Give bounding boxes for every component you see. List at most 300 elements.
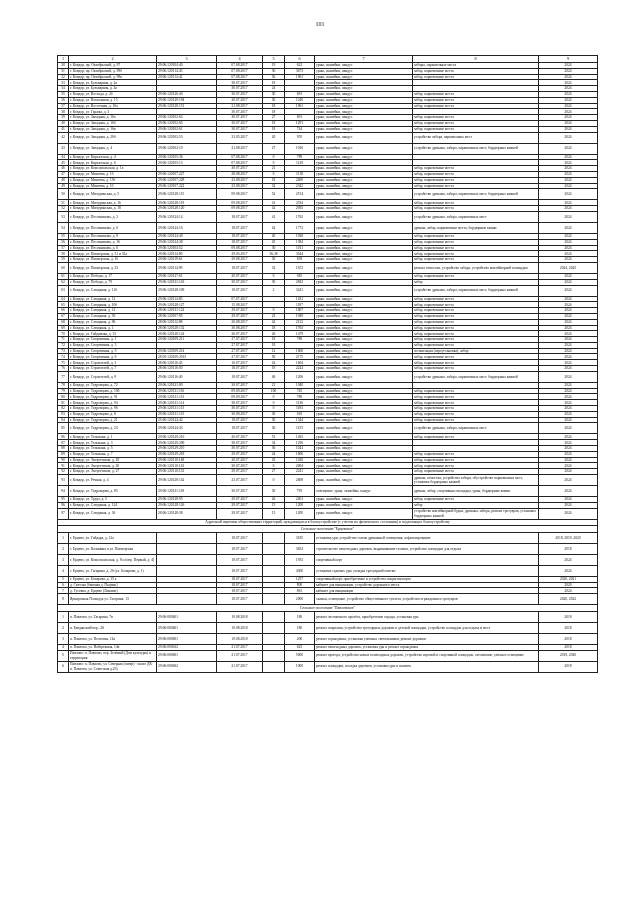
table-cell: 2024 <box>539 206 598 212</box>
table-cell: забор, парковочные места <box>413 400 539 406</box>
table-cell: 92 <box>58 469 69 475</box>
table-cell: 10.08.2018 <box>217 611 263 622</box>
table-cell: 25:06:120124:42 <box>157 417 217 423</box>
table-cell: 7 <box>315 56 413 63</box>
table-cell: 86 <box>58 434 69 440</box>
table-cell: 29:06:120129:210 <box>157 446 217 452</box>
table-cell: 20 <box>263 132 285 143</box>
table-cell: 2024 <box>539 143 598 154</box>
section-heading-row <box>58 605 598 612</box>
table-cell: 80 <box>58 394 69 400</box>
table-cell: 91 <box>58 463 69 469</box>
table-cell: 4 <box>58 644 69 650</box>
table-cell: г. Ковдор, ул. Западная, д. 20б <box>69 132 157 143</box>
table-cell: забор, парковочные места <box>413 469 539 475</box>
table-cell: урны, скамейки, пандус <box>315 337 413 343</box>
table-cell: г. Ковдор, ул. Спортивная, д. 3 <box>69 342 157 348</box>
table-cell: 87 <box>58 440 69 446</box>
table-cell: 1240 <box>285 97 315 103</box>
table-cell: 29:06:120124:38 <box>157 239 217 245</box>
table-row <box>58 486 598 497</box>
table-cell: 2018 <box>539 611 598 622</box>
table-cell: 1149 <box>285 160 315 166</box>
table-cell: 5 <box>58 650 69 661</box>
table-cell: г. Ковдор, ул. Бульварная, д. 4а <box>69 86 157 92</box>
table-cell: 44 <box>263 451 285 457</box>
table-cell: 29:06:120109:211 <box>157 337 217 343</box>
table-cell: 0 <box>263 308 285 314</box>
table-cell: г. Ерцево, ул. Калинина и ул. Пионерская <box>69 543 157 554</box>
table-cell: 28:05:120109:2015 <box>157 354 217 360</box>
table-cell: урны, скамейки, пандус <box>315 171 413 177</box>
table-cell: 622 <box>285 63 315 69</box>
table-cell: 29:06:120114:99 <box>157 262 217 273</box>
table-cell: урны, скамейки, пандус <box>315 475 413 486</box>
table-cell: 2024 <box>539 366 598 372</box>
table-cell: 1420 <box>285 457 315 463</box>
table-cell: 2024 <box>539 74 598 80</box>
table-cell: 2018, 2019, 2020 <box>539 532 598 543</box>
table-cell: спортивный корт <box>315 554 539 565</box>
table-cell: 745 <box>285 388 315 394</box>
table-cell: г. Ковдор, ул. Спортивная, д. 6 <box>69 354 157 360</box>
table-cell: 2024 <box>539 406 598 412</box>
table-cell: 56 <box>58 239 69 245</box>
table-cell: 30 <box>263 91 285 97</box>
table-cell: г. Ковдор, ул. Песочникова, д. 8 <box>69 233 157 239</box>
table-cell: 2024 <box>539 296 598 302</box>
table-cell: 18.07.2017 <box>217 565 263 576</box>
table-cell: урны, скамейки, пандус <box>315 406 413 412</box>
table-cell: урны, скамейки, пандус <box>315 325 413 331</box>
table-cell: 15 <box>263 508 285 519</box>
table-cell: ремонт отмостки, устройство забора, устройство контейнерной площадки <box>413 262 539 273</box>
table-cell: забор, парковочные места <box>413 302 539 308</box>
table-cell: 610 <box>285 411 315 417</box>
table-row <box>58 611 598 622</box>
table-cell: 29:06:120107:222 <box>157 183 217 189</box>
table-cell: 42 <box>58 132 69 143</box>
table-cell: урны, скамейки, пандус <box>315 279 413 285</box>
table-cell <box>263 543 285 554</box>
table-cell: 2024 <box>539 109 598 115</box>
table-cell: урны, скамейки, пандус <box>315 126 413 132</box>
table-cell: 23.07.2017 <box>217 475 263 486</box>
table-cell: урны, скамейки, пандус <box>315 86 413 92</box>
table-cell: 800 <box>285 582 315 588</box>
table-cell: г. Ковдор, ул. Западная, д. 16в <box>69 126 157 132</box>
table-cell: урны, скамейки, пандус <box>315 251 413 257</box>
table-cell: 07.08.2017 <box>217 63 263 69</box>
table-cell: урны, скамейки, пандус <box>315 206 413 212</box>
table-cell: 30.07.2017 <box>217 463 263 469</box>
table-cell: 2024 <box>539 120 598 126</box>
table-cell: 30.07.2017 <box>217 400 263 406</box>
table-cell: забор, парковочные места <box>413 394 539 400</box>
table-cell: 1136 <box>285 400 315 406</box>
table-cell: урны, скамейки, пандус <box>315 502 413 508</box>
table-cell: 07.08.2017 <box>217 68 263 74</box>
table-cell: урны, скамейки, пандус <box>315 222 413 233</box>
table-cell: устройство дренажа, забора, парковочных мест <box>413 211 539 222</box>
table-cell: 72 <box>58 342 69 348</box>
table-cell: урны, скамейки, пандус <box>315 166 413 172</box>
table-cell: 28:06:120112:88 <box>157 319 217 325</box>
table-cell: забор, парковочные места <box>413 177 539 183</box>
table-cell: г. Ковдор, ул. Тедровцова, д. 8 <box>69 411 157 417</box>
table-cell: г. Ерцево, ул. Бочарова, д. 15 а <box>69 576 157 582</box>
table-cell: 43 <box>263 457 285 463</box>
table-cell: 27.07.2017 <box>217 342 263 348</box>
table-cell: 29.08.2017 <box>217 257 263 263</box>
table-cell: 1672 <box>285 262 315 273</box>
table-cell: 1 <box>58 56 69 63</box>
table-cell: 07.08.2017 <box>217 154 263 160</box>
table-cell: забор, парковочные места <box>413 366 539 372</box>
table-cell: 18.07.2017 <box>217 588 263 594</box>
table-cell <box>157 594 217 605</box>
table-cell: 3673 <box>285 68 315 74</box>
table-cell: урны, скамейки, пандус <box>315 154 413 160</box>
table-cell: урны, скамейки, пандус <box>315 74 413 80</box>
table-cell: забор, парковочные места <box>413 457 539 463</box>
table-cell: 1200 <box>285 508 315 519</box>
table-cell: 30.08.2017 <box>217 325 263 331</box>
table-cell: 29:06:120127:61 <box>157 273 217 279</box>
table-cell: 2024 <box>539 211 598 222</box>
table-cell: 29:06:120102:10 <box>157 143 217 154</box>
table-cell: забор, парковочные места <box>413 239 539 245</box>
table-cell: 30.07.2017 <box>217 166 263 172</box>
table-cell: 39 <box>58 115 69 121</box>
table-cell: забор, парковочные места <box>413 342 539 348</box>
table-cell: 29:06:120114:43 <box>157 68 217 74</box>
table-cell: 29:06:120104:40 <box>157 63 217 69</box>
table-cell: 1183 <box>285 406 315 412</box>
table-cell: г. Ковдор, ул. Речная, д. 4 <box>69 475 157 486</box>
table-cell: 23 <box>263 313 285 319</box>
table-cell: 28:06:120131:122 <box>157 308 217 314</box>
table-cell: 54 <box>58 222 69 233</box>
table-cell: урны, скамейки, пандус <box>315 103 413 109</box>
table-cell: 29:06:120110:133 <box>157 469 217 475</box>
table-cell: г. Ковдор, ул. Вокзальная, д. 15 <box>69 97 157 103</box>
table-row <box>58 189 598 200</box>
table-cell: г. Ковдор, ул. Мичуринская, д. 16 <box>69 200 157 206</box>
table-cell: г. Ковдор, ул. Пионерская, д. 33 <box>69 262 157 273</box>
table-cell: 2 <box>58 622 69 633</box>
table-row <box>58 633 598 644</box>
table-cell: 2024 <box>539 342 598 348</box>
table-cell: урны, скамейки, пандус <box>315 80 413 86</box>
table-cell: 41 <box>263 211 285 222</box>
table-cell: 30.07.2017 <box>217 486 263 497</box>
table-cell: забор, парковочные места <box>413 434 539 440</box>
table-cell: забор <box>413 279 539 285</box>
table-cell: забор, парковочные места <box>413 451 539 457</box>
table-cell: г. Ковдор, ул. Тельмана, д. 7 <box>69 451 157 457</box>
table-cell: 29:06:000601 <box>157 650 217 661</box>
table-cell: г. Ковдор, ул. Песочникова, д. 6 <box>69 245 157 251</box>
table-cell: 29:06:120107:227 <box>157 171 217 177</box>
table-cell: г. Ковдор, ул. Слюдяная, д. 11б <box>69 285 157 296</box>
table-cell: 18.07.2017 <box>217 594 263 605</box>
table-cell: 2024 <box>539 588 598 594</box>
table-cell: 18 <box>263 120 285 126</box>
table-cell: г. Ковдор, пр. Октябрьский, д. 97 <box>69 63 157 69</box>
table-cell: 29:06:120102:65 <box>157 120 217 126</box>
table-row <box>58 132 598 143</box>
table-cell: устройство забора, парковочных мест <box>413 132 539 143</box>
table-cell: 30.07.2017 <box>217 86 263 92</box>
table-cell: 44 <box>58 154 69 160</box>
table-cell: 41 <box>263 200 285 206</box>
table-cell: 780 <box>285 394 315 400</box>
table-cell: дренаж, забор, парковочные места, бордюрные камни <box>413 222 539 233</box>
table-cell: 8 <box>413 56 539 63</box>
table-cell: 29:06:000401 <box>157 611 217 622</box>
table-cell: забор <box>413 502 539 508</box>
table-header-row <box>58 56 598 63</box>
table-cell: 31 <box>58 68 69 74</box>
table-cell: 09.09.2017 <box>217 394 263 400</box>
table-cell: 23.08.2017 <box>217 177 263 183</box>
table-cell: 29:06:120124:40 <box>157 233 217 239</box>
table-cell: г. Ковдор, ул. Пионерская, д. 31 и 31а <box>69 251 157 257</box>
table-row <box>58 475 598 486</box>
table-cell: 32 <box>58 74 69 80</box>
table-cell: 3185 <box>285 532 315 543</box>
table-row <box>58 222 598 233</box>
table-cell: 100 <box>263 388 285 394</box>
table-cell: 29:06:120131:113 <box>157 394 217 400</box>
table-row <box>58 565 598 576</box>
table-cell: 1206 <box>285 371 315 382</box>
table-cell: 2020, 2022 <box>539 594 598 605</box>
table-cell: 2241 <box>285 469 315 475</box>
table-cell: 2024 <box>539 371 598 382</box>
table-cell: 3 <box>58 633 69 644</box>
table-cell: 180 <box>285 611 315 622</box>
table-cell: дренаж, забор, спортивная площадка, урны, бордюрные камни <box>413 486 539 497</box>
table-cell: 88 <box>58 446 69 452</box>
table-cell: 2024 <box>539 222 598 233</box>
table-cell: 2024 <box>539 446 598 452</box>
table-cell: урны, скамейки, пандус <box>315 423 413 434</box>
table-cell: г. Ковдор, ул. Тельмана, д. 1 <box>69 434 157 440</box>
table-cell: урны, скамейки, пандус <box>315 308 413 314</box>
table-cell: 1118 <box>285 171 315 177</box>
table-cell: 70 <box>58 331 69 337</box>
table-cell: 0 <box>263 160 285 166</box>
table-cell: 2401 <box>285 497 315 503</box>
table-cell: 18.07.2017 <box>217 371 263 382</box>
table-cell: 29:06:120110:148 <box>157 457 217 463</box>
table-cell: 2024 <box>539 388 598 394</box>
table-cell: 2122 <box>285 319 315 325</box>
table-cell: 1606 <box>285 451 315 457</box>
table-cell: Павлово: п. Павлово, пер. Зелёный (Дом культуры) и территория <box>69 650 157 661</box>
table-cell: 30.07.2017 <box>217 109 263 115</box>
table-cell: забор, парковочные места <box>413 251 539 257</box>
table-cell: 21.07.2017 <box>217 650 263 661</box>
table-cell: 2024 <box>539 440 598 446</box>
table-cell: 10.08.2018 <box>217 633 263 644</box>
table-cell: 2024 <box>539 394 598 400</box>
table-cell: 29:06:120110:143 <box>157 463 217 469</box>
table-cell: г. Ковдор, ул. Слюдяная, д. 1 <box>69 325 157 331</box>
table-cell: 61 <box>58 273 69 279</box>
table-cell: 1807 <box>285 308 315 314</box>
table-cell: 29:06:120109:214 <box>157 348 217 354</box>
table-cell: г. Ковдор, ул. Слюдяная, д. 10б <box>69 302 157 308</box>
table-cell: заборы, парковочные места <box>413 63 539 69</box>
table-cell: 2018 <box>539 661 598 672</box>
table-cell: 1933 <box>285 554 315 565</box>
table-cell: 07.07.2017 <box>217 296 263 302</box>
table-cell: 0 <box>263 463 285 469</box>
table-cell: г. Ковдор, ул. Слюдяная, д. 3б <box>69 508 157 519</box>
table-cell: 2024 <box>539 63 598 69</box>
table-cell: 639 <box>285 257 315 263</box>
table-cell: 2024 <box>539 508 598 519</box>
territory-improvement-table <box>57 55 598 673</box>
table-cell: 48 <box>58 177 69 183</box>
table-cell: 29:06:120131:118 <box>157 486 217 497</box>
table-cell: 2400 <box>285 177 315 183</box>
table-cell: 29:06:120128:127 <box>157 302 217 308</box>
table-row <box>58 211 598 222</box>
table-cell: 2694 <box>285 463 315 469</box>
table-cell: урны, скамейки, пандус <box>315 115 413 121</box>
table-cell: 50 <box>263 354 285 360</box>
table-cell: 2024 <box>539 200 598 206</box>
table-cell: забор, парковочные места <box>413 497 539 503</box>
table-cell: 29:06:120129:194 <box>157 97 217 103</box>
section-heading-row <box>58 526 598 533</box>
table-cell: 1040 <box>285 382 315 388</box>
table-cell: 4300 <box>285 565 315 576</box>
table-cell: урны, скамейки, пандус <box>315 120 413 126</box>
table-cell: 26.07.2017 <box>217 434 263 440</box>
table-cell: 35 <box>58 91 69 97</box>
table-cell: устройство дренажа, забора, парковочных мест, бордюрных камней <box>413 371 539 382</box>
table-cell: 2019, 2020 <box>539 650 598 661</box>
table-cell: урны, скамейки, пандус <box>315 354 413 360</box>
table-cell: 2024 <box>539 313 598 319</box>
table-cell: 60 <box>58 262 69 273</box>
table-cell: 36 <box>263 446 285 452</box>
table-cell: урны, скамейки, пандус <box>315 160 413 166</box>
table-cell: 0 <box>263 475 285 486</box>
table-cell: 32 <box>263 262 285 273</box>
table-cell: забор, парковочные места <box>413 406 539 412</box>
table-cell: 1384 <box>285 239 315 245</box>
table-cell: Сельское поселение "Ерцевское" <box>58 526 598 533</box>
table-cell: 30.07.2017 <box>217 382 263 388</box>
table-cell: 29:06:120102:61 <box>157 126 217 132</box>
table-cell: 53 <box>58 211 69 222</box>
table-cell: 18.07.2017 <box>217 262 263 273</box>
table-cell: урны, скамейки, пандус <box>315 382 413 388</box>
table-cell: 18.07.2017 <box>217 285 263 296</box>
table-row <box>58 371 598 382</box>
table-cell: 2024 <box>539 434 598 440</box>
table-cell: 29:06:120124:43 <box>157 423 217 434</box>
table-cell: г. Ерцево, ул. Гагарина, д. 26 (ул. Бочарова, д. 1) <box>69 565 157 576</box>
table-cell: 2024 <box>539 239 598 245</box>
table-cell <box>157 554 217 565</box>
table-cell: г. Ковдор, ул. Западная, д. 16б <box>69 120 157 126</box>
table-cell: 29:06:120105:36 <box>157 154 217 160</box>
table-cell: установка садовых урн, укладка тротуарной плитки <box>315 565 539 576</box>
table-cell: г. Ковдор, ул. Минеева, д. 10 <box>69 183 157 189</box>
table-cell: 1024 <box>285 446 315 452</box>
table-cell: устройство контейнерной будки, дренажа, забора, ремонт тротуаров, установка бордюрных камней <box>413 508 539 519</box>
table-cell: 2024 <box>539 103 598 109</box>
table-cell: 1928 <box>285 233 315 239</box>
table-cell: 29.07.2017 <box>217 508 263 519</box>
table-cell: 2843 <box>285 279 315 285</box>
table-cell: урны, скамейки, пандус <box>315 257 413 263</box>
table-cell: дренаж, отмостка, устройство забора, обустройство парковочных мест, установка бордюрных камней <box>413 475 539 486</box>
table-cell: 94 <box>58 486 69 497</box>
table-cell: 18.07.2017 <box>217 554 263 565</box>
table-cell: 29:06:120131:116 <box>157 388 217 394</box>
table-cell: г. Ковдор, ул. Пионерская, д. 16 <box>69 257 157 263</box>
table-cell: 26.07.2017 <box>217 331 263 337</box>
table-cell: урны, скамейки, пандус <box>315 132 413 143</box>
table-cell: г. Ковдор, ул. Слюдяная, д. 93 <box>69 313 157 319</box>
table-cell: 55 <box>58 233 69 239</box>
table-cell: 691 <box>285 115 315 121</box>
table-cell: 64 <box>58 296 69 302</box>
table-cell: 3652 <box>285 543 315 554</box>
table-cell: Павлово: п. Павлово, ул. Северная (сквер) - около ДК п. Павлово, ул. Советская д.23) <box>69 661 157 672</box>
table-cell: 2024 <box>539 132 598 143</box>
table-row <box>58 554 598 565</box>
table-cell: 28:06:120116:43 <box>157 360 217 366</box>
table-cell: урны, скамейки, пандус <box>315 469 413 475</box>
table-cell: урны, скамейки, пандус <box>315 411 413 417</box>
table-cell: п. Павлово, ул. Набережная, 14в <box>69 644 157 650</box>
table-cell: 1604 <box>285 360 315 366</box>
table-cell: Сельское поселение "Павловское" <box>58 605 598 612</box>
table-cell: 2024 <box>539 331 598 337</box>
table-cell: г. Ковдор, ул. Слюдяная, д. 96 <box>69 319 157 325</box>
table-cell: ремонт проезда, устройство новых пешеходных дорожек, устройство игровой и спортивной площадок, озеленение, уличное освещение <box>315 650 539 661</box>
table-cell: 2024 <box>539 382 598 388</box>
table-row <box>58 508 598 519</box>
table-cell: 30.07.2017 <box>217 80 263 86</box>
table-cell: 1479 <box>285 331 315 337</box>
table-cell: г. Ковдор, ул. Западная, д. 16а <box>69 115 157 121</box>
table-cell: 42 <box>263 206 285 212</box>
table-cell: забор, парковочные места <box>413 91 539 97</box>
table-cell: г. Ковдор, ул. Западная, д. 4 <box>69 143 157 154</box>
table-cell: 42 <box>263 319 285 325</box>
table-cell: 28.08.2017 <box>217 171 263 177</box>
table-cell: 45 <box>263 239 285 245</box>
table-cell: 29:06:120114:80 <box>157 251 217 257</box>
table-cell: 795 <box>285 486 315 497</box>
table-cell: 57 <box>58 245 69 251</box>
table-cell: забор, парковочные места <box>413 417 539 423</box>
table-cell: 0 <box>263 406 285 412</box>
table-cell: 955 <box>285 132 315 143</box>
table-cell: 29:06:120107:228 <box>157 177 217 183</box>
table-cell: 29:06:000601 <box>157 633 217 644</box>
